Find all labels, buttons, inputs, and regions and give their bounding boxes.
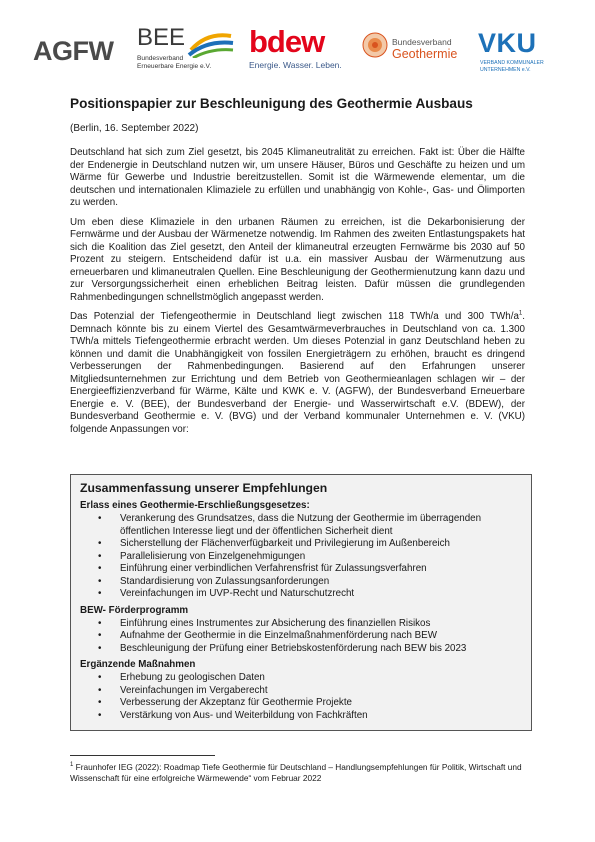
list-item-text: Vereinfachungen im UVP-Recht und Naturschutzrecht [120,588,355,599]
vku-logo [478,28,573,80]
summary-section-title: Ergänzende Maßnahmen [80,659,196,670]
body-text [70,147,525,436]
summary-box [70,474,532,731]
summary-list [80,513,525,601]
list-item-text: Verstärkung von Aus- und Weiterbildung von Fachkräften [120,709,368,721]
list-item-text: Aufnahme der Geothermie in die Einzelmaßnahmenförderung nach BEW [120,630,437,641]
agfw-logo [33,36,113,67]
paragraph-3-part-b: . Demnach könnte bis zu einem Viertel des Gesamtwärmeverbrauches in Deutschland von ca. 1.300 TWh/a mittels Tiefengeothermie erbracht werden. Um dieses Potenzial in ganz Deutschland heben zu können und damit die Unabhängigkeit von fossilen Energieträgern zu erhöhen, braucht es dringend Verbesserungen der Rahmenbedingungen. Basierend auf den Erfahrungen unserer Mitgliedsunternehmen zur Errichtung und dem Betrieb von Geothermieanlagen schlagen wir – der Energieeffizienzverband für Wärme, Kälte und KWK e. V. (AGFW), der Bundesverband Erneuerbare Energie e. V. (BEE), der Bundesverband der Energie- und Wasserwirtschaft e.V. (BDEW), der Bundesverband Geothermie e. V. (BVG) und der Verband kommunaler Unternehmen e. V. (VKU) folgende Anpassungen vor: [70,311,525,435]
list-item-text: Erhebung zu geologischen Daten [120,672,265,683]
bullet-icon: • [98,672,102,683]
list-item [98,538,525,551]
bee-subtitle-line2: Erneuerbare Energie e.V. [137,63,212,70]
list-item-text: Vereinfachungen im Vergaberecht [120,684,268,696]
document-title: Positionspapier zur Beschleunigung des Geothermie Ausbaus [70,96,473,111]
summary-section-title: Erlass eines Geothermie-Erschließungsgesetzes: [80,500,310,511]
bullet-icon: • [98,642,102,654]
bullet-icon: • [98,538,102,549]
bvg-logo-line2: Geothermie [392,47,458,61]
bee-logo-text: BEE [137,24,186,51]
footnote-mark: 1 [70,762,74,769]
list-item [98,563,525,576]
list-item [98,697,525,710]
vku-subtitle-line1: VERBAND KOMMUNALER [480,60,544,66]
list-item-text: Einführung eines Instrumentes zur Absicherung des finanziellen Risikos [120,617,431,629]
agfw-logo-text: AGFW [33,36,114,66]
bee-subtitle-line1: Bundesverband [137,55,184,62]
list-item-text: Standardisierung von Zulassungsanforderungen [120,575,330,587]
list-item-text: Beschleunigung der Prüfung einer Betriebskostenförderung nach BEW bis 2023 [120,642,467,654]
paragraph-2: Um eben diese Klimaziele in den urbanen Räumen zu erreichen, ist die Dekarbonisierung der Fernwärme und der Ausbau der Wärmenetze notwendig. Im Rahmen des zweiten Entlastungspakets hat sich die Koalition das Ziel gesetzt, den Anteil der klimaneutral erzeugten Fernwärme bis 2030 auf 50 Prozent zu steigern. Entscheidend dafür ist u.a. ein massiver Ausbau der Wärmenutzung aus erneuerbaren und klimaneutralen Quellen. Eine Beschleunigung der Geothermienutzung kann dazu und zur Versorgungssicherheit einen erheblichen Beitrag leisten. Dafür müssen die grundlegenden Rahmenbedingungen schnellstmöglich angepasst werden. [70,216,525,303]
vku-subtitle-line2: UNTERNEHMEN e.V. [480,66,531,73]
paragraph-3-part-a: Das Potenzial der Tiefengeothermie in Deutschland liegt zwischen 118 TWh/a und 300 TWh/a [70,311,519,322]
bdew-logo [249,26,342,70]
paragraph-1: Deutschland hat sich zum Ziel gesetzt, bis 2045 Klimaneutralität zu erreichen. Fakt ist: Über die Hälfte der Endenergie in Deutschland nutzen wir, um unsere Häuser, Büros und Geschäfte zu heizen und um Wärme für Gewerbe und Industrie bereitzustellen. Somit ist die Wärmewende elementar, um die deutschen und internationalen Klimaziele zu erfüllen und unabhängig von Kohle-, Gas- und Ölimporten zu werden. [70,147,525,208]
bee-wave-icon [187,28,235,58]
summary-list [80,672,525,722]
list-item [98,575,525,589]
bee-logo [137,24,237,76]
footnote-text: Fraunhofer IEG (2022): Roadmap Tiefe Geothermie für Deutschland – Handlungsempfehlungen für Politik, Wirtschaft und Wissenschaft für eine erfolgreiche Wärmewende“ vom Februar 2022 [70,762,522,783]
document-date: (Berlin, 16. September 2022) [70,123,199,134]
bullet-icon: • [98,550,102,562]
paragraph-3 [70,311,525,436]
list-item [98,684,525,698]
bullet-icon: • [98,697,102,708]
list-item-text: Verbesserung der Akzeptanz für Geothermie Projekte [120,697,352,708]
footnote [70,762,525,783]
list-item-text: Einführung einer verbindlichen Verfahrensfrist für Zulassungsverfahren [120,563,427,574]
bullet-icon: • [98,617,102,629]
list-item-text: Sicherstellung der Flächenverfügbarkeit und Privilegierung im Außenbereich [120,538,451,549]
list-item [98,588,525,601]
list-item [98,513,525,538]
list-item-text: Parallelisierung von Einzelgenehmigungen [120,550,306,562]
footnote-divider [70,755,215,756]
list-item [98,642,525,656]
footnote-reference[interactable]: 1 [518,310,523,317]
bullet-icon: • [98,630,102,641]
bee-logo-subtitle [137,55,211,71]
document-body [70,96,525,443]
bullet-icon: • [98,709,102,721]
list-item [98,630,525,643]
geothermie-globe-icon [362,30,390,60]
bullet-icon: • [98,588,102,599]
list-item [98,550,525,564]
bvg-logo-line1: Bundesverband [392,37,452,47]
logo-bar [0,22,595,82]
summary-heading: Zusammenfassung unserer Empfehlungen [80,481,328,495]
list-item [98,709,525,723]
list-item-text: Verankerung des Grundsatzes, dass die Nutzung der Geothermie im überragenden öffentlichen Interesse liegt und der öffentlichen Sicherheit dient [120,513,482,537]
bullet-icon: • [98,563,102,574]
list-item [98,617,525,631]
bvg-logo [362,30,472,70]
summary-list [80,618,525,656]
bullet-icon: • [98,684,102,696]
vku-logo-text: VKU [478,28,537,58]
list-item [98,672,525,685]
bullet-icon: • [98,575,102,587]
bdew-tagline: Energie. Wasser. Leben. [249,60,342,70]
summary-section-title: BEW- Förderprogramm [80,604,189,616]
bullet-icon: • [98,513,102,524]
vku-logo-subtitle [480,60,544,73]
bdew-logo-text: bdew [249,24,325,59]
